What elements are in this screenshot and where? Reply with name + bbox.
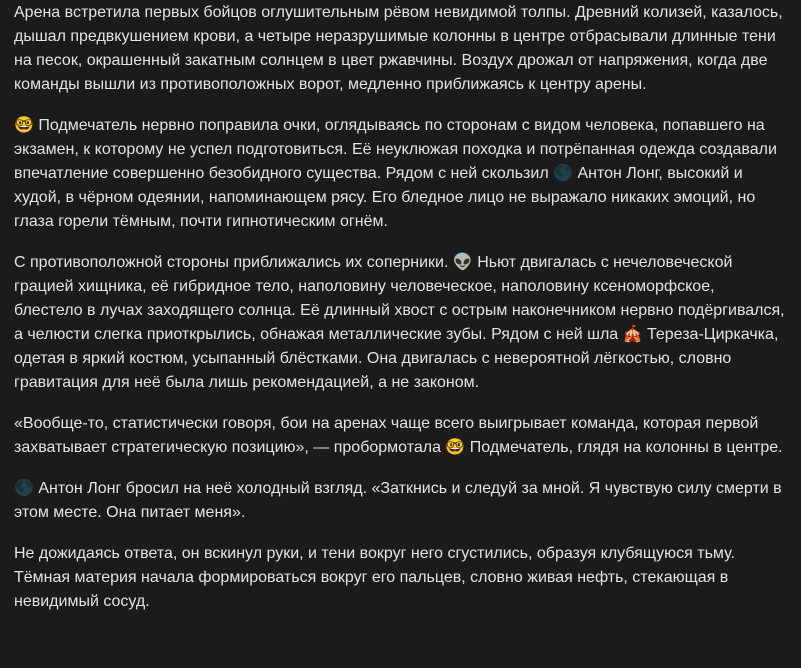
paragraph-observer-quote: «Вообще-то, статистически говоря, бои на аренах чаще всего выигрывает команда, которая первой захватывает стратегическую позицию», — пробормотала 🤓 Подмечатель, глядя на колонны в центре.: [14, 415, 783, 456]
paragraph-team-two: С противоположной стороны приближались их соперники. 👽 Ньют двигалась с нечеловеческой грацией хищника, её гибридное тело, наполовину человеческое, наполовину ксеноморфское, блестело в лучах заходящего солнца. Её длинный хвост с острым наконечником нервно подёргивался, а челюсти слегка приоткрылись, обнажая металлические зубы. Рядом с ней шла 🎪 Тереза-Циркачка, одетая в яркий костюм, усыпанный блёстками. Она двигалась с невероятной лёгкостью, словно гравитация для неё была лишь рекомендацией, а не законом.: [14, 254, 785, 391]
paragraph-team-one: 🤓 Подмечатель нервно поправила очки, оглядываясь по сторонам с видом человека, попавшего на экзамен, к которому не успел подготовиться. Её неуклюжая походка и потрёпанная одежда создавали впечатление совершенно безобидного существа. Рядом с ней скользил 🌑 Антон Лонг, высокий и худой, в чёрном одеянии, напоминающем рясу. Его бледное лицо не выражало никаких эмоций, но глаза горели тёмным, почти гипнотическим огнём.: [14, 117, 777, 230]
paragraph-dark-matter: Не дожидаясь ответа, он вскинул руки, и тени вокруг него сгустились, образуя клубящуюся тьму. Тёмная материя начала формироваться вокруг его пальцев, словно живая нефть, стекающая в невидимый сосуд.: [14, 545, 735, 610]
paragraph-arena-intro: Арена встретила первых бойцов оглушительным рёвом невидимой толпы. Древний колизей, казалось, дышал предвкушением крови, а четыре неразрушимые колонны в центре отбрасывали длинные тени на песок, окрашенный закатным солнцем в цвет ржавчины. Воздух дрожал от напряжения, когда две команды вышли из противоположных ворот, медленно приближаясь к центру арены.: [14, 4, 783, 93]
paragraph-anton-reply: 🌑 Антон Лонг бросил на неё холодный взгляд. «Заткнись и следуй за мной. Я чувствую силу смерти в этом месте. Она питает меня».: [14, 480, 782, 521]
story-text: [0, 1, 801, 614]
